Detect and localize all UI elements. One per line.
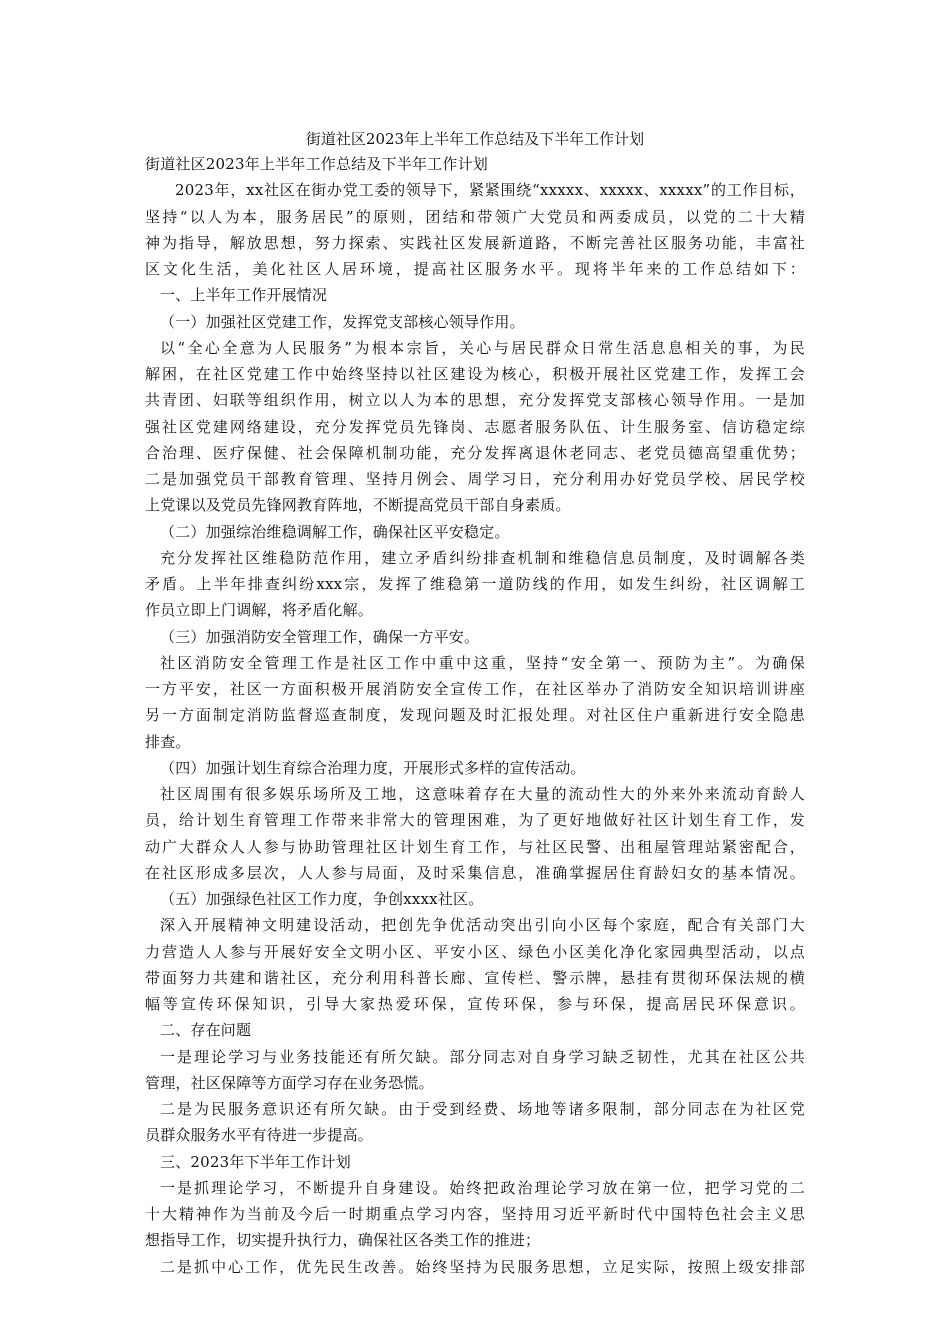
paragraph-line: 区文化生活，美化社区人居环境，提高社区服务水平。现将半年来的工作总结如下： <box>145 260 805 278</box>
subsection-heading: （一）加强社区党建工作，发挥党支部核心领导作用。 <box>160 312 525 331</box>
subsection-heading: （二）加强综治维稳调解工作，确保社区平安稳定。 <box>160 522 510 541</box>
paragraph-line: 矛盾。上半年排查纠纷xxx宗，发挥了维稳第一道防线的作用，如发生纠纷，社区调解工 <box>145 575 805 593</box>
paragraph-line: 神为指导，解放思想，努力探索、实践社区发展新道路，不断完善社区服务功能，丰富社 <box>145 233 805 252</box>
paragraph-line: 管理，社区保障等方面学习存在业务恐慌。 <box>145 1073 434 1092</box>
paragraph-line: 二是抓中心工作，优先民生改善。始终坚持为民服务思想，立足实际，按照上级安排部 <box>160 1257 805 1276</box>
paragraph-line: 作员立即上门调解，将矛盾化解。 <box>145 601 374 620</box>
paragraph-line: 2023年，xx社区在街办党工委的领导下，紧紧围绕“xxxxx、xxxxx、xxxxx”的工作目标， <box>175 181 805 200</box>
paragraph-line: 幅等宣传环保知识，引导大家热爱环保，宣传环保，参与环保，提高居民环保意识。 <box>145 995 805 1013</box>
paragraph-line: 排查。 <box>145 732 191 751</box>
paragraph-line: 社区消防安全管理工作是社区工作中重中这重，坚持“安全第一、预防为主”。为确保 <box>160 653 805 672</box>
paragraph-line: 上党课以及党员先锋网教育阵地，不断提高党员干部自身素质。 <box>145 496 571 515</box>
paragraph-line: 想指导工作，切实提升执行力，确保社区各类工作的推进； <box>145 1231 541 1250</box>
paragraph-line: 共青团、妇联等组织作用，树立以人为本的思想，充分发挥党支部核心领导作用。一是加 <box>145 391 805 410</box>
section-heading: 二、存在问题 <box>160 1021 252 1040</box>
paragraph-line: 二是加强党员干部教育管理、坚持月例会、周学习日，充分利用办好党员学校、居民学校 <box>145 470 805 488</box>
paragraph-line: 二是为民服务意识还有所欠缺。由于受到经费、场地等诸多限制，部分同志在为社区党 <box>160 1100 805 1118</box>
paragraph-line: 一是抓理论学习，不断提升自身建设。始终把政治理论学习放在第一位，把学习党的二 <box>160 1178 805 1197</box>
paragraph-line: 以“全心全意为人民服务”为根本宗旨，关心与居民群众日常生活息息相关的事，为民 <box>160 338 805 357</box>
paragraph-line: 解困，在社区党建工作中始终坚持以社区建设为核心，积极开展社区党建工作，发挥工会 <box>145 365 805 383</box>
paragraph-line: 力营造人人参与开展好安全文明小区、平安小区、绿色小区美化净化家园典型活动，以点 <box>145 942 805 961</box>
paragraph-line: 另一方面制定消防监督巡查制度，发现问题及时汇报处理。对社区住户重新进行安全隐患 <box>145 706 805 725</box>
paragraph-line: 合治理、医疗保健、社会保障机制功能，充分发挥离退休老同志、老党员德高望重优势； <box>145 443 805 462</box>
paragraph-line: 十大精神作为当前及今后一时期重点学习内容，坚持用习近平新时代中国特色社会主义思 <box>145 1205 805 1223</box>
document-body <box>145 151 805 1280</box>
paragraph-line: 一是理论学习与业务技能还有所欠缺。部分同志对自身学习缺乏韧性，尤其在社区公共 <box>160 1047 805 1066</box>
paragraph-line: 动广大群众人人参与协助管理社区计划生育工作，与社区民警、出租屋管理站紧密配合， <box>145 837 805 856</box>
paragraph-line: 一方平安，社区一方面积极开展消防安全宣传工作，在社区举办了消防安全知识培训讲座 <box>145 680 805 698</box>
paragraph-line: 强社区党建网络建设，充分发挥党员先锋岗、志愿者服务队伍、计生服务室、信访稳定综 <box>145 417 805 436</box>
paragraph-line: 员群众服务水平有待进一步提高。 <box>145 1126 374 1145</box>
paragraph-line: 深入开展精神文明建设活动，把创先争优活动突出引向小区每个家庭，配合有关部门大 <box>160 916 805 935</box>
paragraph-line: 在社区形成多层次，人人参与局面，及时采集信息，准确掌握居住育龄妇女的基本情况。 <box>145 863 805 882</box>
paragraph-line: 带面努力共建和谐社区，充分利用科普长廊、宣传栏、警示牌，悬挂有贯彻环保法规的横 <box>145 968 805 987</box>
paragraph-line: 坚持“以人为本，服务居民”的原则，团结和带领广大党员和两委成员，以党的二十大精 <box>145 207 805 226</box>
document-title: 街道社区2023年上半年工作总结及下半年工作计划 <box>305 130 645 148</box>
paragraph-line: 社区周围有很多娱乐场所及工地，这意味着存在大量的流动性大的外来外来流动育龄人 <box>160 785 805 803</box>
paragraph-line: 充分发挥社区维稳防范作用，建立矛盾纠纷排查机制和维稳信息员制度，及时调解各类 <box>160 548 805 567</box>
subsection-heading: （四）加强计划生育综合治理力度，开展形式多样的宣传活动。 <box>160 758 586 777</box>
subsection-heading: （五）加强绿色社区工作力度，争创xxxx社区。 <box>160 890 484 908</box>
subsection-heading: （三）加强消防安全管理工作，确保一方平安。 <box>160 627 480 646</box>
section-heading: 一、上半年工作开展情况 <box>160 286 328 305</box>
subtitle-line: 街道社区2023年上半年工作总结及下半年工作计划 <box>145 155 488 173</box>
paragraph-line: 员，给计划生育管理工作带来非常大的管理困难，为了更好地做好社区计划生育工作，发 <box>145 811 805 830</box>
section-heading: 三、2023年下半年工作计划 <box>160 1152 351 1171</box>
